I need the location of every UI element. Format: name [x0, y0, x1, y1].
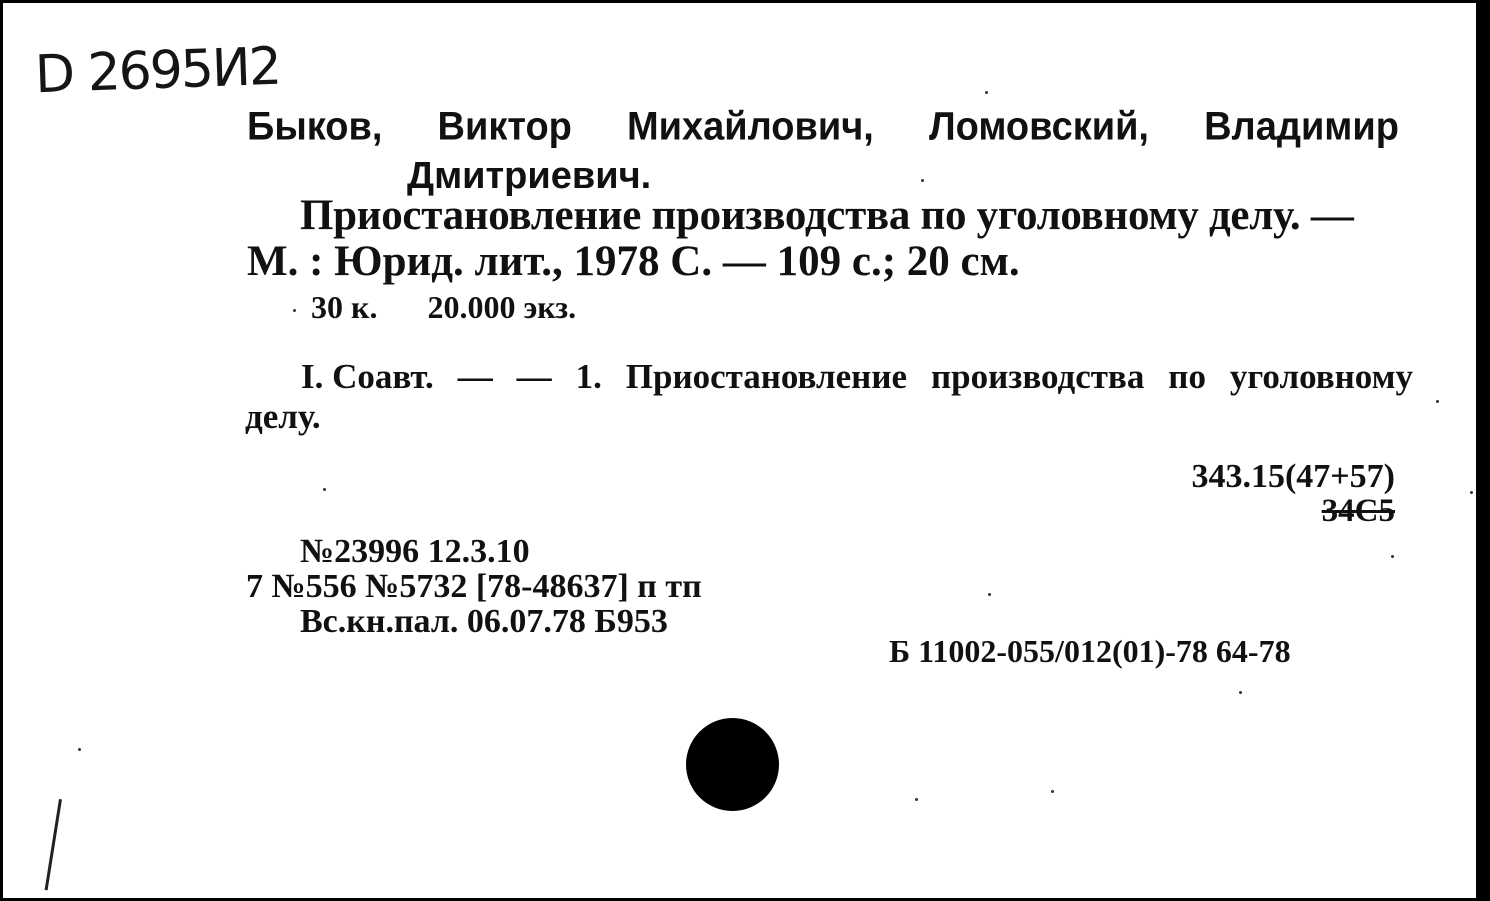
price-and-print-run: [311, 289, 576, 326]
speck: [915, 798, 918, 801]
tracing-word: Приостановление: [625, 357, 908, 396]
pen-stroke: [45, 799, 62, 890]
tracing-word: —: [457, 357, 493, 396]
speck: [1239, 691, 1242, 694]
speck: [1051, 790, 1054, 793]
tracing-word: уголовному: [1229, 357, 1413, 396]
punch-hole: [686, 718, 779, 811]
speck: [78, 748, 81, 751]
speck: [985, 91, 988, 94]
tracing-word: производства: [930, 357, 1145, 396]
tracing-word: I. Соавт.: [301, 357, 434, 396]
author-word: Владимир: [1204, 105, 1399, 150]
speck: [323, 488, 326, 491]
price: 30 к.: [311, 289, 378, 325]
author-word: Михайлович,: [627, 105, 874, 150]
print-run: 20.000 экз.: [427, 289, 577, 325]
tracing-word: 1.: [575, 357, 602, 396]
authors-heading: [247, 105, 1399, 150]
tracing-word: —: [516, 357, 552, 396]
speck: [293, 309, 296, 312]
book-title: Приостановление производства по уголовному делу. —: [300, 192, 1354, 239]
author-word: Виктор: [437, 105, 572, 150]
tracing-entries: [301, 357, 1413, 397]
classification-index: 343.15(47+57): [1191, 458, 1395, 495]
tracing-continuation: делу.: [245, 397, 321, 436]
speck: [921, 179, 924, 182]
authors-heading-continuation: Дмитриевич.: [407, 155, 652, 197]
publication-details: М. : Юрид. лит., 1978 С. — 109 с.; 20 см.: [247, 238, 1020, 285]
tracing-word: по: [1168, 357, 1206, 396]
catalog-ids: 7 №556 №5732 [78-48637] п тп: [246, 568, 702, 605]
speck: [1436, 400, 1439, 403]
inventory-number: №23996 12.3.10: [300, 533, 530, 570]
book-chamber-record: Вс.кн.пал. 06.07.78 Б953: [300, 603, 668, 640]
author-word: Быков,: [247, 105, 383, 150]
speck: [1391, 555, 1394, 558]
author-word: Ломовский,: [928, 105, 1149, 150]
handwritten-shelfmark: D 2695И2: [34, 36, 281, 106]
bbk-code: Б 11002-055/012(01)-78 64-78: [889, 633, 1291, 669]
speck: [988, 593, 991, 596]
speck: [1470, 491, 1473, 494]
author-mark: 34С5: [1321, 493, 1395, 529]
